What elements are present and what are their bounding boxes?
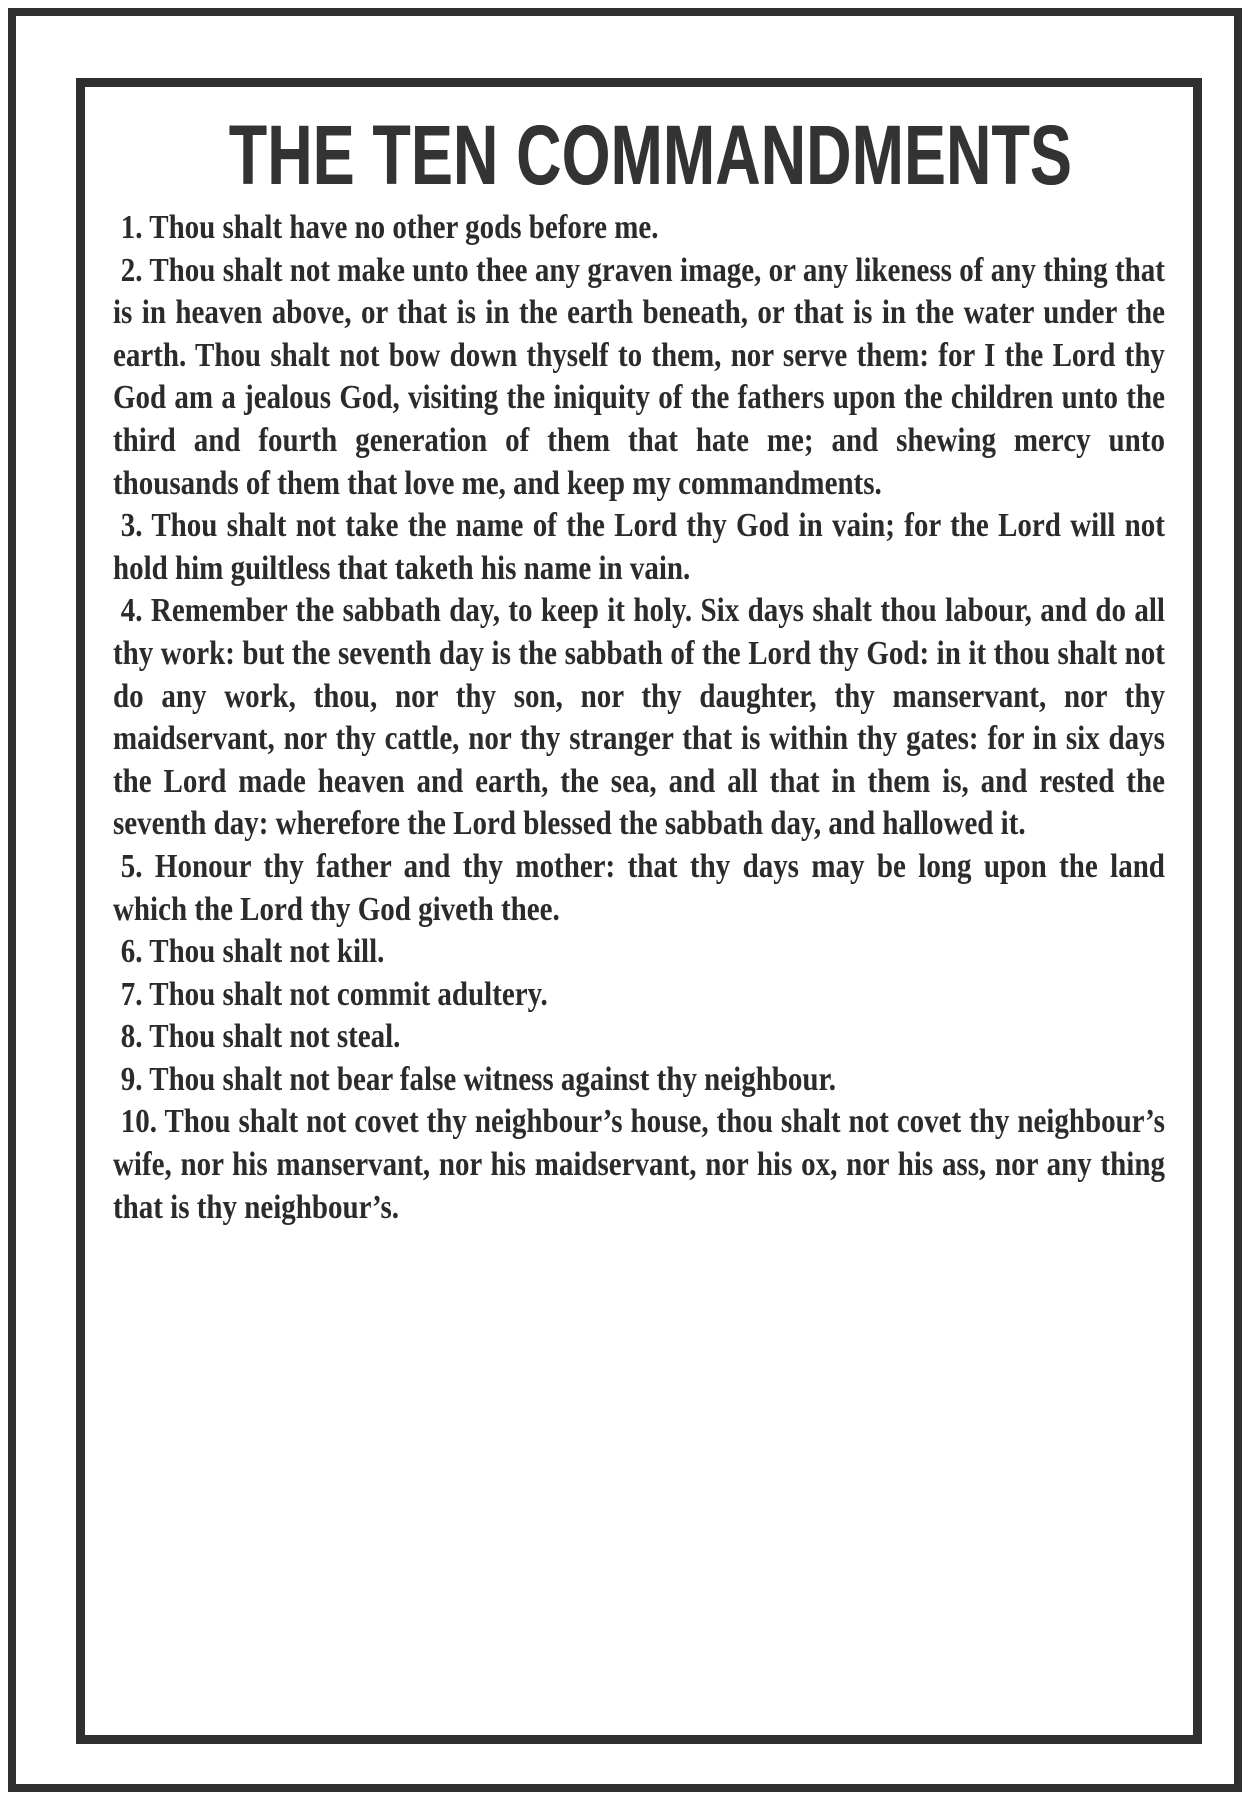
outer-border-frame <box>8 8 1242 1792</box>
inner-border-frame <box>76 78 1202 1744</box>
commandment-item: 6. Thou shalt not kill. <box>120 933 385 971</box>
commandment-item: 3. Thou shalt not take the name of the Lord thy God in vain; for the Lord will not hold him guiltless that taketh his name in vain. <box>113 507 1165 587</box>
commandments-list <box>113 207 1165 1229</box>
commandment-item: 7. Thou shalt not commit adultery. <box>120 975 548 1013</box>
commandment-item: 2. Thou shalt not make unto thee any graven image, or any likeness of any thing that is in heaven above, or that is in the earth beneath, or that is in the water under the earth. Thou shalt not bow down thyself to them, nor serve them: for I the Lord thy God am a jealous God, visiting the iniquity of the fathers upon the children unto the third and fourth generation of them that hate me; and shewing mercy unto thousands of them that love me, and keep my commandments. <box>113 251 1165 502</box>
commandment-item: 4. Remember the sabbath day, to keep it holy. Six days shalt thou labour, and do all thy work: but the seventh day is the sabbath of the Lord thy God: in it thou shalt not do any work, thou, nor thy son, nor thy daughter, thy manservant, nor thy maidservant, nor thy cattle, nor thy stranger that is within thy gates: for in six days the Lord made heaven and earth, the sea, and all that in them is, and rested the seventh day: wherefore the Lord blessed the sabbath day, and hallowed it. <box>113 592 1165 843</box>
commandment-item: 9. Thou shalt not bear false witness against thy neighbour. <box>120 1060 836 1098</box>
commandment-item: 8. Thou shalt not steal. <box>120 1018 401 1056</box>
page-title: THE TEN COMMANDMENTS <box>228 107 1072 203</box>
commandment-item: 1. Thou shalt have no other gods before me. <box>120 209 659 246</box>
commandment-item: 5. Honour thy father and thy mother: that thy days may be long upon the land which the Lord thy God giveth thee. <box>113 847 1165 928</box>
commandment-item: 10. Thou shalt not covet thy neighbour’s house, thou shalt not covet thy neighbour’s wife, nor his manservant, nor his maidservant, nor his ox, nor his ass, nor any thing that is thy neighbour’s. <box>113 1103 1165 1226</box>
poster-content <box>85 87 1193 1735</box>
